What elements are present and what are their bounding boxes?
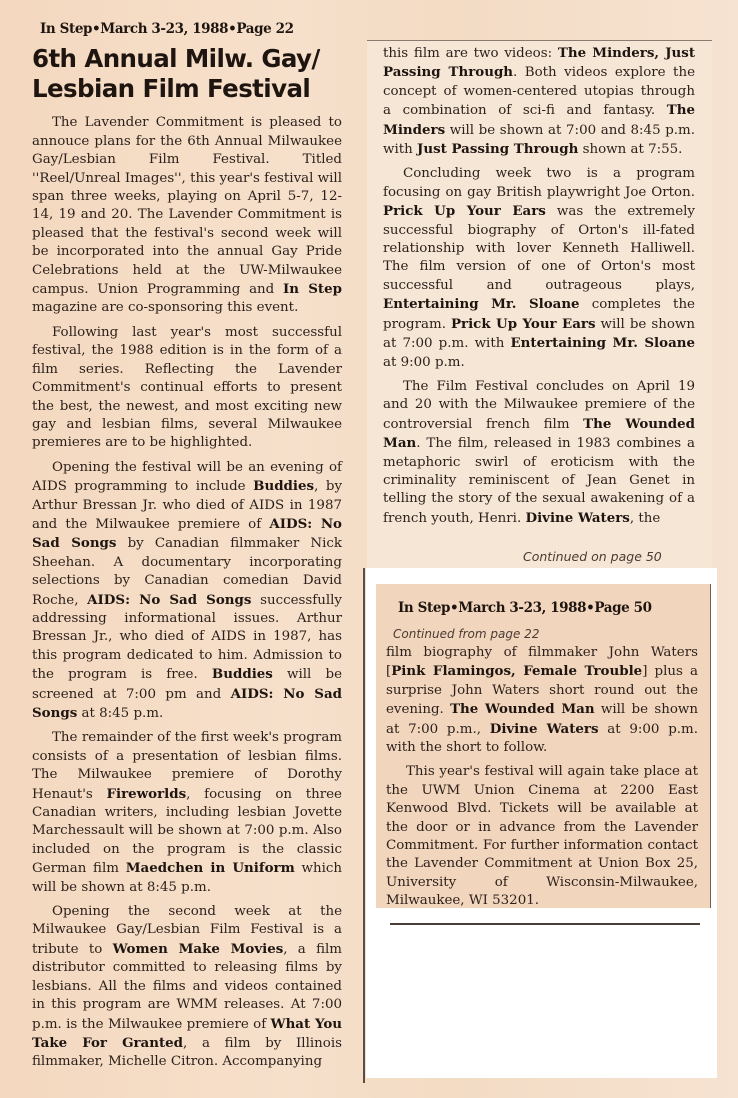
continued-from-note: Continued from page 22 (393, 627, 540, 641)
headline-line-1: 6th Annual Milw. Gay/ (32, 44, 320, 74)
text-run: at 8:45 p.m. (77, 706, 164, 721)
bold-title: Women Make Movies (112, 940, 284, 957)
bold-title: Prick Up Your Ears (450, 315, 596, 332)
bold-title: The Minders (383, 102, 695, 138)
bold-title: The Minders, Just Passing Through (383, 45, 696, 81)
text-run: The Lavender Commitment is pleased to annouce plans for the 6th Annual Milwaukee Gay/Lesbian Film Festival. Titled ''Reel/Unreal Images'', this year's festival will span three weeks, playing on April 5-7, 12-14, 19 and 20. The Lavender Commitment is pleased that the festival's second week will be incorporated into the annual Gay Pride Celebrations held at the UW-Milwaukee campus. Union Programming and (32, 115, 342, 298)
bold-title: AIDS: No Sad Songs (32, 515, 342, 552)
article-headline (32, 44, 342, 104)
continuation-dateline: In Step•March 3-23, 1988•Page 50 (398, 600, 652, 616)
bold-title: Prick Up Your Ears (383, 203, 546, 220)
text-run: , the (629, 510, 661, 526)
text-run: will be shown at 7:00 p.m., (386, 702, 698, 737)
text-run: , a film distributor committed to releasing films by lesbians. All the films and videos contained in this program are WMM releases. At 7:00 p.m. is the Milwaukee premiere of (32, 941, 342, 1032)
bold-title: What You Take For Granted (32, 1015, 342, 1051)
text-run: The remainder of the first week's program consists of a presentation of lesbian films. The Milwaukee premiere of Dorothy Henaut's (32, 730, 342, 802)
paragraph-opening-aids (32, 459, 342, 724)
paragraph-conclusion (383, 378, 695, 528)
column-rule (363, 568, 365, 1083)
text-run: magazine are co-sponsoring this event. (32, 300, 299, 316)
bold-title: Just Passing Through (417, 141, 579, 158)
text-run: , by Arthur Bressan Jr. who died of AIDS in 1987 and the Milwaukee premiere of (32, 479, 343, 532)
text-run: was the extremely successful biography of Orton's ill-fated relationship with lover Kenneth Halliwell. The film version of one of Orton's most successful and outrageous plays, (383, 204, 695, 293)
continuation-text (386, 644, 698, 917)
paragraph-orton (383, 165, 695, 371)
bold-title: In Step (283, 281, 342, 298)
paragraph-intro (32, 114, 342, 317)
text-run: , a film by Illinois filmmaker, Michelle Citron. Accompanying (32, 1035, 342, 1070)
article-right-column (383, 44, 695, 534)
text-run: will be screened at 7:00 pm and (32, 667, 343, 702)
paragraph-series: Following last year's most successful festival, the 1988 edition is in the form of a film series. Reflecting the Lavender Commitment's continual efforts to present the best, the newest, and most exciting new gay and lesbian films, several Milwaukee premieres are to be highlighted. (32, 324, 342, 451)
text-run: . The film, released in 1983 combines a metaphoric swirl of eroticism with the criminality reminiscent of Jean Genet in telling the story of the sexual awakening of a french youth, Henri. (383, 436, 695, 526)
text-run: The Film Festival concludes on April 19 and 20 with the Milwaukee premiere of the controversial french film (383, 378, 695, 432)
text-run: will be shown at 7:00 and 8:45 p.m. with (383, 122, 695, 158)
text-run: Concluding week two is a program focusing on gay British playwright Joe Orton. (383, 166, 695, 200)
text-run: successfully addressing informational issues. Arthur Bressan Jr., who died of AIDS in 1987, has this program dedicated to him. Admission to the program is free. (32, 592, 342, 683)
bold-title: Entertaining Mr. Sloane (383, 296, 580, 313)
text-run: ] plus a surprise John Waters short round out the evening. (386, 664, 698, 718)
bold-title: Fireworlds (106, 785, 187, 802)
continued-on-note: Continued on page 50 (523, 549, 662, 564)
paragraph-waters (386, 644, 698, 757)
bold-title: AIDS: No Sad Songs (87, 591, 252, 608)
text-run: film biography of filmmaker John Waters [ (386, 645, 698, 680)
text-run: shown at 7:55. (578, 142, 683, 158)
bold-title: Entertaining Mr. Sloane (510, 335, 696, 352)
page-dateline: In Step•March 3-23, 1988•Page 22 (40, 21, 294, 37)
text-run: will be shown at 7:00 p.m. with (383, 316, 696, 352)
bold-title: Pink Flamingos, Female Trouble (391, 663, 643, 680)
text-run: at 9:00 p.m. (383, 354, 465, 370)
bold-title: Buddies (211, 666, 273, 683)
bottom-rule (390, 923, 700, 925)
text-run: . Both videos explore the concept of women-centered utopias through a combination of sci-fi and fantasy. (383, 65, 695, 119)
article-left-column (32, 14, 342, 1078)
headline-line-2: Lesbian Film Festival (32, 74, 311, 104)
bold-title: Maedchen in Uniform (125, 860, 295, 877)
bold-title: The Wounded Man (450, 701, 595, 718)
text-run: , focusing on three Canadian writers, including lesbian Jovette Marchessault will be shown at 7:00 p.m. Also included on the program is the classic German film (32, 786, 342, 877)
text-run: Opening the second week at the Milwaukee Gay/Lesbian Film Festival is a tribute to (32, 904, 342, 957)
text-run: completes the program. (383, 297, 695, 332)
text-run: Opening the festival will be an evening of AIDS programming to include (32, 459, 342, 495)
bold-title: The Wounded Man (383, 415, 695, 452)
bold-title: Divine Waters (525, 509, 630, 526)
paragraph-videos (383, 44, 695, 159)
text-run: this film are two videos: (383, 46, 558, 61)
bold-title: Buddies (253, 478, 315, 495)
bold-title: AIDS: No Sad Songs (32, 685, 342, 721)
text-run: by Canadian filmmaker Nick Sheehan. A documentary incorporating selections by Canadian comedian David Roche, (32, 536, 342, 608)
text-run: which will be shown at 8:45 p.m. (32, 861, 342, 895)
paragraph-second-week (32, 903, 342, 1072)
text-run: at 9:00 p.m. with the short to follow. (386, 721, 698, 756)
paragraph-first-week (32, 729, 342, 897)
bold-title: Divine Waters (489, 720, 599, 737)
paragraph-venue: This year's festival will again take place at the UWM Union Cinema at 2200 East Kenwood Blvd. Tickets will be available at the door or in advance from the Lavender Commitment. For further information contact the Lavender Commitment at Union Box 25, University of Wisconsin-Milwaukee, Milwaukee, WI 53201. (386, 764, 698, 909)
